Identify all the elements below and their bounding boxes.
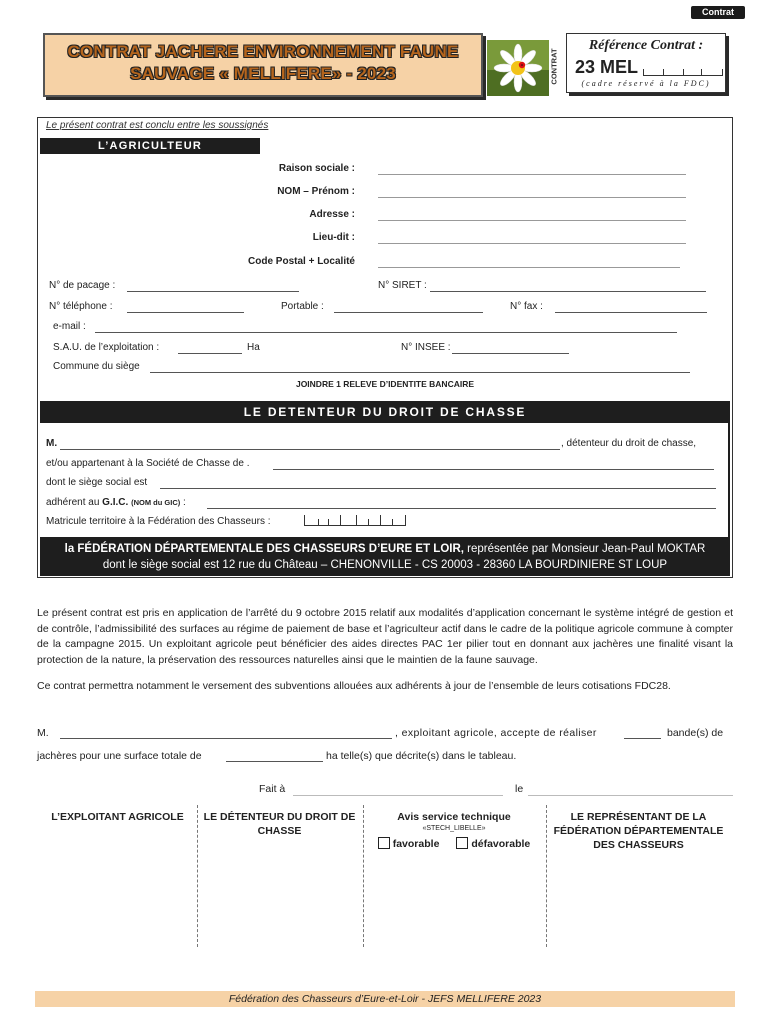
reference-box xyxy=(566,33,726,93)
insee-field[interactable] xyxy=(452,353,569,354)
title-line-1: CONTRAT JACHERE ENVIRONNEMENT FAUNE xyxy=(67,42,459,61)
reference-title: Référence Contrat : xyxy=(588,38,704,53)
title-line-2: SAUVAGE « MELLIFERE» - 2023 xyxy=(130,64,396,83)
defavorable-checkbox[interactable] xyxy=(456,837,468,849)
raison-sociale-label: Raison sociale : xyxy=(278,163,355,174)
matricule-label: Matricule territoire à la Fédération des Chasseurs : xyxy=(46,516,271,527)
lieu-dit-label: Lieu-dit : xyxy=(312,232,355,243)
fax-label: N° fax : xyxy=(510,301,543,312)
raison-sociale-field[interactable] xyxy=(378,174,686,175)
detenteur-name-field[interactable] xyxy=(60,449,560,450)
surface-text: ha telle(s) que décrite(s) dans le tableau. xyxy=(326,750,517,762)
bandes-count-field[interactable] xyxy=(624,738,661,739)
signature-detenteur: LE DÉTENTEUR DU DROIT DE CHASSE xyxy=(203,811,356,837)
side-label: CONTRAT xyxy=(549,48,559,85)
exploitant-name-field[interactable] xyxy=(60,738,392,739)
gic-field[interactable] xyxy=(207,508,716,509)
joindre-rib-note: JOINDRE 1 RELEVE D’IDENTITE BANCAIRE xyxy=(295,379,475,389)
federation-bar xyxy=(40,537,730,576)
commune-field[interactable] xyxy=(150,372,690,373)
date-field[interactable] xyxy=(528,795,733,796)
avis-service xyxy=(368,810,540,851)
insee-label: N° INSEE : xyxy=(401,342,451,353)
favorable-checkbox[interactable] xyxy=(378,837,390,849)
societe-field[interactable] xyxy=(273,469,714,470)
adresse-label: Adresse : xyxy=(309,209,355,220)
surface-field[interactable] xyxy=(226,761,323,762)
detenteur-m-label: M. xyxy=(46,438,58,449)
document-title xyxy=(43,33,483,97)
detenteur-header: LE DETENTEUR DU DROIT DE CHASSE xyxy=(40,401,730,423)
siege-label: dont le siège social est xyxy=(46,477,148,488)
portable-label: Portable : xyxy=(281,301,324,312)
reference-number-field[interactable] xyxy=(643,64,723,76)
email-label: e-mail : xyxy=(53,321,86,332)
avis-code: «STECH_LIBELLE» xyxy=(422,825,486,832)
siret-field[interactable] xyxy=(430,291,706,292)
nom-prenom-label: NOM – Prénom : xyxy=(277,186,355,197)
detenteur-border xyxy=(728,423,730,537)
avis-title: Avis service technique xyxy=(397,811,511,823)
page-footer: Fédération des Chasseurs d’Eure-et-Loir - JEFS MELLIFERE 2023 xyxy=(35,991,735,1007)
acceptance-text: , exploitant agricole, accepte de réaliser xyxy=(395,727,597,739)
daisy-ladybug-image xyxy=(487,40,549,96)
divider-1 xyxy=(197,805,198,947)
gic-label: adhérent au G.I.C. (NOM du GIC) : xyxy=(46,497,186,508)
siege-field[interactable] xyxy=(160,488,716,489)
telephone-label: N° téléphone : xyxy=(49,301,113,312)
sau-unit: Ha xyxy=(247,342,260,353)
email-field[interactable] xyxy=(95,332,677,333)
commune-label: Commune du siège xyxy=(53,361,140,372)
pacage-field[interactable] xyxy=(127,291,299,292)
federation-representative: représentée par Monsieur Jean-Paul MOKTAR xyxy=(463,543,706,555)
nom-prenom-field[interactable] xyxy=(378,197,686,198)
reference-code: 23 MEL xyxy=(575,57,639,77)
adresse-field[interactable] xyxy=(378,220,686,221)
divider-2 xyxy=(363,805,364,947)
federation-name: la FÉDÉRATION DÉPARTEMENTALE DES CHASSEURS D’EURE ET LOIR, xyxy=(64,543,464,555)
sau-label: S.A.U. de l’exploitation : xyxy=(53,342,160,353)
subsidy-paragraph: Ce contrat permettra notamment le versement des subventions allouées aux adhérents à jour de l’ensemble de leurs cotisations FDC28. xyxy=(37,680,671,692)
divider-3 xyxy=(546,805,547,947)
fax-field[interactable] xyxy=(555,312,707,313)
signature-exploitant: L’EXPLOITANT AGRICOLE xyxy=(51,811,184,823)
detenteur-role-text: , détenteur du droit de chasse, xyxy=(561,438,697,449)
acceptance-m-label: M. xyxy=(37,727,49,739)
societe-label: et/ou appartenant à la Société de Chasse de . xyxy=(46,458,250,469)
defavorable-label: défavorable xyxy=(471,838,531,850)
agriculteur-header: L’AGRICULTEUR xyxy=(40,138,260,154)
telephone-field[interactable] xyxy=(127,312,244,313)
matricule-field[interactable] xyxy=(304,516,406,526)
federation-address: dont le siège social est 12 rue du Château – CHENONVILLE - CS 20003 - 28360 LA BOURDINIERE ST LOUP xyxy=(102,559,668,571)
siret-label: N° SIRET : xyxy=(378,280,427,291)
fait-a-label: Fait à xyxy=(259,783,286,795)
pacage-label: N° de pacage : xyxy=(49,280,116,291)
portable-field[interactable] xyxy=(334,312,483,313)
bandes-label: bande(s) de xyxy=(667,727,724,739)
code-postal-field[interactable] xyxy=(378,267,680,268)
surface-label: jachères pour une surface totale de xyxy=(37,750,202,762)
sau-field[interactable] xyxy=(178,353,242,354)
intro-text: Le présent contrat est conclu entre les soussignés xyxy=(46,120,269,131)
contract-tag: Contrat xyxy=(691,6,745,19)
favorable-label: favorable xyxy=(392,838,440,850)
code-postal-label: Code Postal + Localité xyxy=(248,256,355,267)
lieu-dit-field[interactable] xyxy=(378,243,686,244)
signature-representant: LE REPRÉSENTANT DE LA FÉDÉRATION DÉPARTEMENTALE DES CHASSEURS xyxy=(553,811,724,851)
date-label: le xyxy=(515,783,524,795)
legal-paragraph: Le présent contrat est pris en application de l’arrêté du 9 octobre 2015 relatif aux modalités d’application concernant le système intégré de gestion et de contrôle, l’admissibilité des surfaces au régime de paiement de base et l’agriculteur actif dans le cadre de la politique agricole commune à compter de la campagne 2015. Un exploitant agricole peut bénéficier des aides directes PAC 1er pilier tout en donnant aux jachères une finalité visant la protection de la nature, la préservation des ressources naturelles ainsi que le maintien de la faune sauvage. xyxy=(37,607,733,666)
fait-a-field[interactable] xyxy=(293,795,503,796)
reference-note: (cadre réservé à la FDC) xyxy=(581,79,711,88)
